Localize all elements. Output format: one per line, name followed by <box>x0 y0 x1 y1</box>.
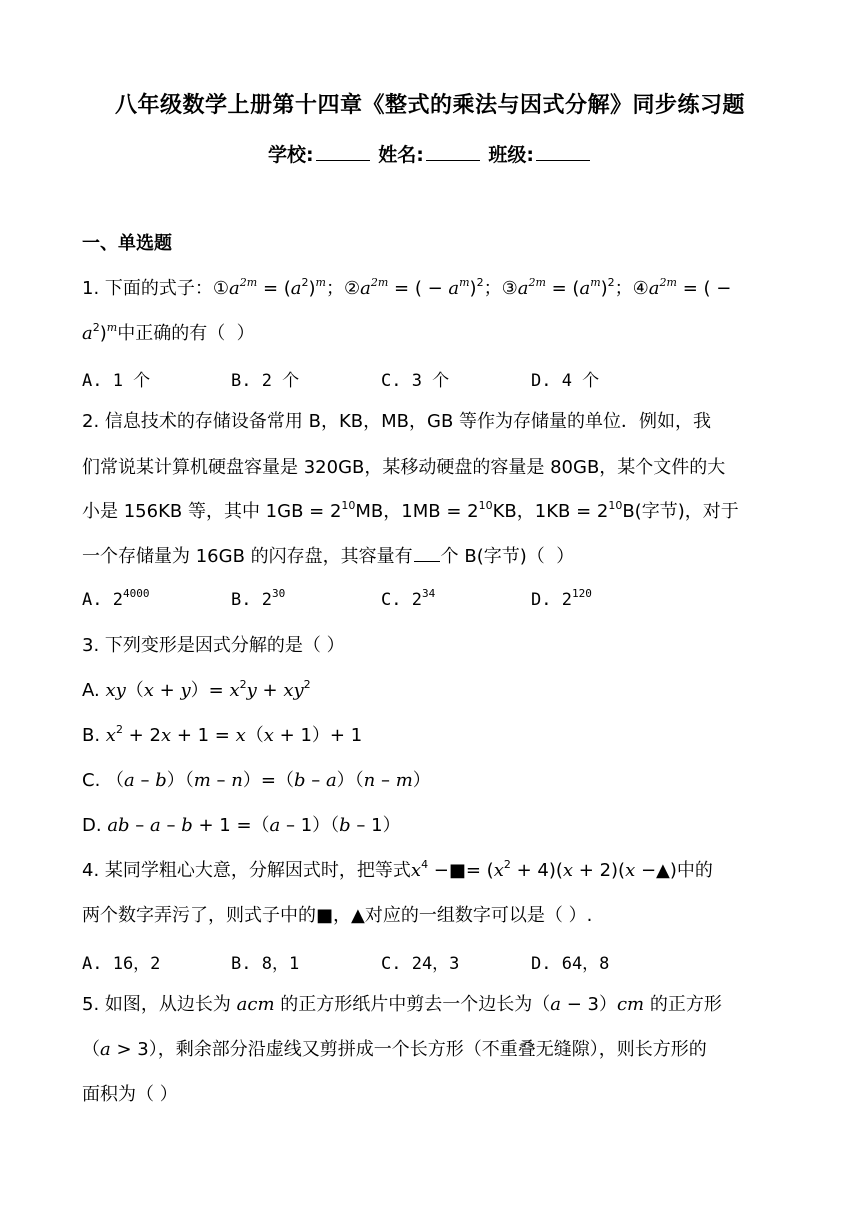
q5-line-3: 面积为（ ） <box>82 1084 178 1105</box>
school-blank[interactable] <box>316 144 370 161</box>
q1-option-b[interactable]: B. 2 个 <box>231 371 300 391</box>
q2-option-a[interactable]: A. $2^{4000}$ <box>82 587 150 610</box>
q4-line-1: 4. 某同学粗心大意，分解因式时，把等式$x^4$ −■= $(x^2 + 4)(x + 2)(x$ −▲)中的 <box>82 858 713 881</box>
q4-line-2: 两个数字弄污了，则式子中的■，▲对应的一组数字可以是（ ）. <box>82 905 593 926</box>
q5-line-1: 5. 如图，从边长为 acm 的正方形纸片中剪去一个边长为（a − 3）cm 的正方形 <box>82 994 722 1015</box>
q2-line-3: 小是 156KB 等，其中 $1GB = 2^{10}MB$，$1MB = 2^{10}KB$，$1KB = 2^{10}B$(字节)，对于 <box>82 499 739 522</box>
q4-option-b[interactable]: B. 8，1 <box>231 954 300 974</box>
q4-option-d[interactable]: D. 64，8 <box>531 954 610 974</box>
q3-option-c[interactable]: C. （a – b）（m – n）=（b – a）（n – m） <box>82 770 431 791</box>
q2-option-d[interactable]: D. $2^{120}$ <box>531 587 592 610</box>
class-blank[interactable] <box>536 144 590 161</box>
q1-option-d[interactable]: D. 4 个 <box>531 371 600 391</box>
name-blank[interactable] <box>426 144 480 161</box>
q2-line-4: 一个存储量为 16GB 的闪存盘，其容量有 个 B(字节)（ ） <box>82 546 575 567</box>
q2-option-b[interactable]: B. $2^{30}$ <box>231 587 286 610</box>
q3-option-d[interactable]: D. ab – a – b + 1 =（a – 1）（b – 1） <box>82 815 401 836</box>
student-info-line <box>0 140 860 167</box>
name-label: 姓名: <box>378 144 424 166</box>
q2-option-c[interactable]: C. $2^{34}$ <box>381 587 436 610</box>
school-label: 学校: <box>267 144 314 166</box>
q2-line-2: 们常说某计算机硬盘容量是 320GB，某移动硬盘的容量是 80GB，某个文件的大 <box>82 457 726 478</box>
q2-line-1: 2. 信息技术的存储设备常用 B，KB，MB，GB 等作为存储量的单位．例如，我 <box>82 411 712 432</box>
q1-line-2: $a^2)^m$中正确的有（ ） <box>82 321 255 344</box>
class-label: 班级: <box>488 144 535 166</box>
q1-option-c[interactable]: C. 3 个 <box>381 371 450 391</box>
q3-line-1: 3. 下列变形是因式分解的是（ ） <box>82 635 345 656</box>
q4-option-c[interactable]: C. 24，3 <box>381 954 460 974</box>
q3-option-b[interactable]: B. $x^2 + 2x + 1 = x(x + 1)+ 1$ <box>82 723 363 746</box>
q5-line-2: （a > 3），剩余部分沿虚线又剪拼成一个长方形（不重叠无缝隙），则长方形的 <box>82 1039 707 1060</box>
q1-option-a[interactable]: A. 1 个 <box>82 371 151 391</box>
q1-text: 1. 下面的式子：$①a^{2m} = (a^2)^m$；$②a^{2m}$ = ( − $a^m)^2$；$③a^{2m} = (a^m)^2$；$④a^{2m}$ = ( − <box>82 276 732 299</box>
q4-option-a[interactable]: A. 16，2 <box>82 954 161 974</box>
q3-option-a[interactable]: A. $xy(x + y)= x^2y + xy^2$ <box>82 678 311 701</box>
section-heading: 一、单选题 <box>82 233 172 254</box>
page-title: 八年级数学上册第十四章《整式的乘法与因式分解》同步练习题 <box>114 93 745 118</box>
q1-line-1 <box>82 277 782 301</box>
q2-blank[interactable] <box>414 545 440 562</box>
